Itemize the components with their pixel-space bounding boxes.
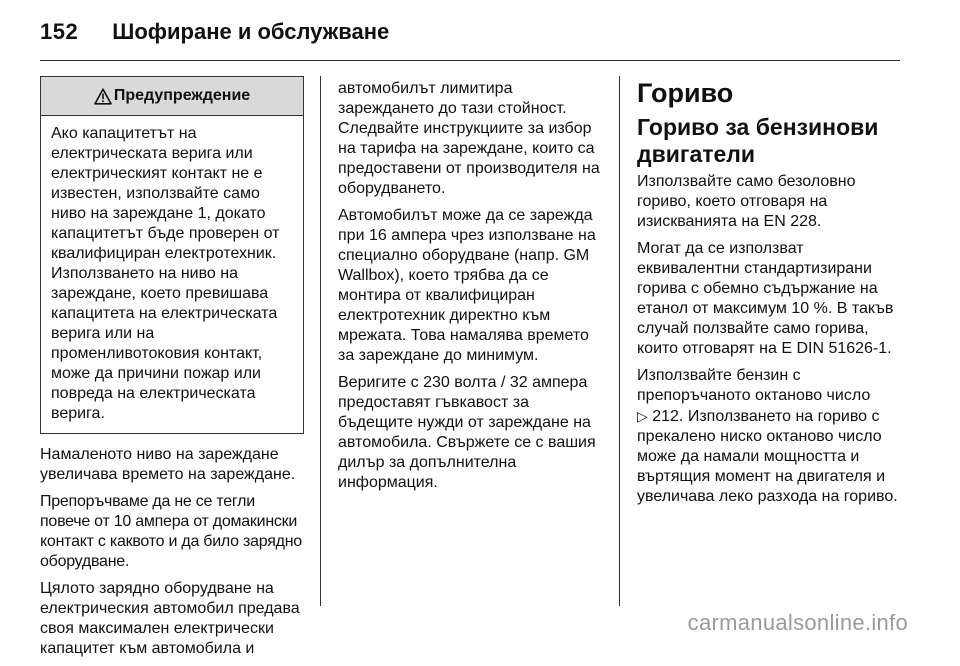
text-line: бъдещите нужди от зареждане на [338,414,591,431]
paragraph [40,492,304,572]
text-line [637,406,927,427]
text-line: монтира от квалифициран [338,287,535,304]
text-line: етанол от максимум 10 %. В такъв [637,300,894,317]
text-line: автомобилът лимитира [338,80,513,97]
text-line: капацитет към автомобила и [40,640,255,657]
text-line: квалифициран електротехник. [51,245,277,262]
text-line: увеличава леко разхода на гориво. [637,488,898,505]
text-line: зареждането до тази стойност. [338,100,567,117]
text-line: верига или на [51,325,155,342]
text-line: верига. [51,405,105,422]
text-line: за зареждане до минимум. [338,347,539,364]
text-line: на тарифа на зареждане, които са [338,140,595,157]
warning-text [41,116,303,433]
paragraph [338,206,610,366]
heading-line: Гориво за бензинови [637,114,879,140]
section-heading: Гориво [637,78,734,108]
arrow-reference-icon[interactable]: ▷ [637,408,648,424]
warning-triangle-icon [94,88,112,105]
text-line: зареждане, което превишава [51,285,269,302]
text-line: горива с обемно съдържание на [637,280,878,297]
text-line: увеличава времето на зареждане. [40,466,296,483]
text-line: информация. [338,474,438,491]
page-number: 152 [40,19,79,44]
text-line: автомобила. Свържете се с вашия [338,434,596,451]
warning-header [41,77,303,116]
text-line: въртящия момент на двигателя и [637,468,886,485]
text-line: може да причини пожар или [51,365,261,382]
text-line: Използването на ниво на [51,265,238,282]
text-line: променливотоковия контакт, [51,345,263,362]
paragraph [338,79,610,199]
text-line: предоставени от производителя на [338,160,600,177]
warning-title: Предупреждение [113,87,251,104]
text-line: ниво на зареждане 1, докато [51,205,266,222]
paragraph [40,445,304,485]
text-line: електрическия автомобил предава [40,600,300,617]
paragraph [40,579,304,659]
text-line: мрежата. Това намалява времето [338,327,589,344]
text-line: Използвайте само безоловно [637,173,856,190]
page-header [40,12,389,52]
subsection-heading [637,114,927,168]
text-line: случай ползвайте само горива, [637,320,869,337]
text-line: оборудване. [40,553,130,570]
text-line: електротехник директно към [338,307,551,324]
column-3 [637,77,927,514]
header-rule [40,60,900,61]
text-line: контакт с каквото и да било зарядно [40,533,302,550]
text-line: капацитета на електрическата [51,305,278,322]
column-1 [40,76,304,666]
text-line: Автомобилът може да се зарежда [338,207,593,224]
heading-line: двигатели [637,141,756,167]
text-line: Могат да се използват [637,240,804,257]
text-line: повреда на електрическата [51,385,256,402]
text-line: специално оборудване (напр. GM [338,247,590,264]
text-line: изискванията на EN 228. [637,213,822,230]
text-line: еквивалентни стандартизирани [637,260,872,277]
text-line: при 16 ампера чрез използване на [338,227,596,244]
text-line: прекалено ниско октаново число [637,428,882,445]
text-line: капацитетът бъде проверен от [51,225,280,242]
paragraph [637,239,927,359]
watermark: carmanualsonline.info [687,610,908,635]
text-line: дилър за допълнителна [338,454,517,471]
text-line: може да намали мощността и [637,448,860,465]
column-2 [338,79,610,500]
text-line: които отговарят на E DIN 51626-1. [637,340,892,357]
text-line: електрическият контакт не е [51,165,263,182]
warning-box [40,76,304,434]
text-line: оборудването. [338,180,446,197]
text-line: Следвайте инструкциите за избор [338,120,592,137]
text-line: електрическата верига или [51,145,253,162]
paragraph [637,172,927,232]
text-line: своя максимален електрически [40,620,274,637]
text-line: Намаленото ниво на зареждане [40,446,279,463]
text-line: Wallbox), което трябва да се [338,267,549,284]
text-line: Ако капацитетът на [51,125,197,142]
column-divider-2 [619,76,620,606]
page-title: Шофиране и обслужване [112,19,390,44]
paragraph [637,366,927,507]
text-line: известен, използвайте само [51,185,260,202]
text-line: Използвайте бензин с [637,367,801,384]
text-line: гориво, което отговаря на [637,193,828,210]
column-divider-1 [320,76,321,606]
text-line: повече от 10 ампера от домакински [40,513,298,530]
paragraph [338,373,610,493]
text-line: препоръчаното октаново число [637,387,871,404]
text-line-part: 212. Използването на гориво с [647,408,880,425]
text-line: Цялото зарядно оборудване на [40,580,274,597]
text-line: предоставят гъвкавост за [338,394,529,411]
text-line: Веригите с 230 волта / 32 ампера [338,374,588,391]
text-line: Препоръчваме да не се тегли [40,493,255,510]
